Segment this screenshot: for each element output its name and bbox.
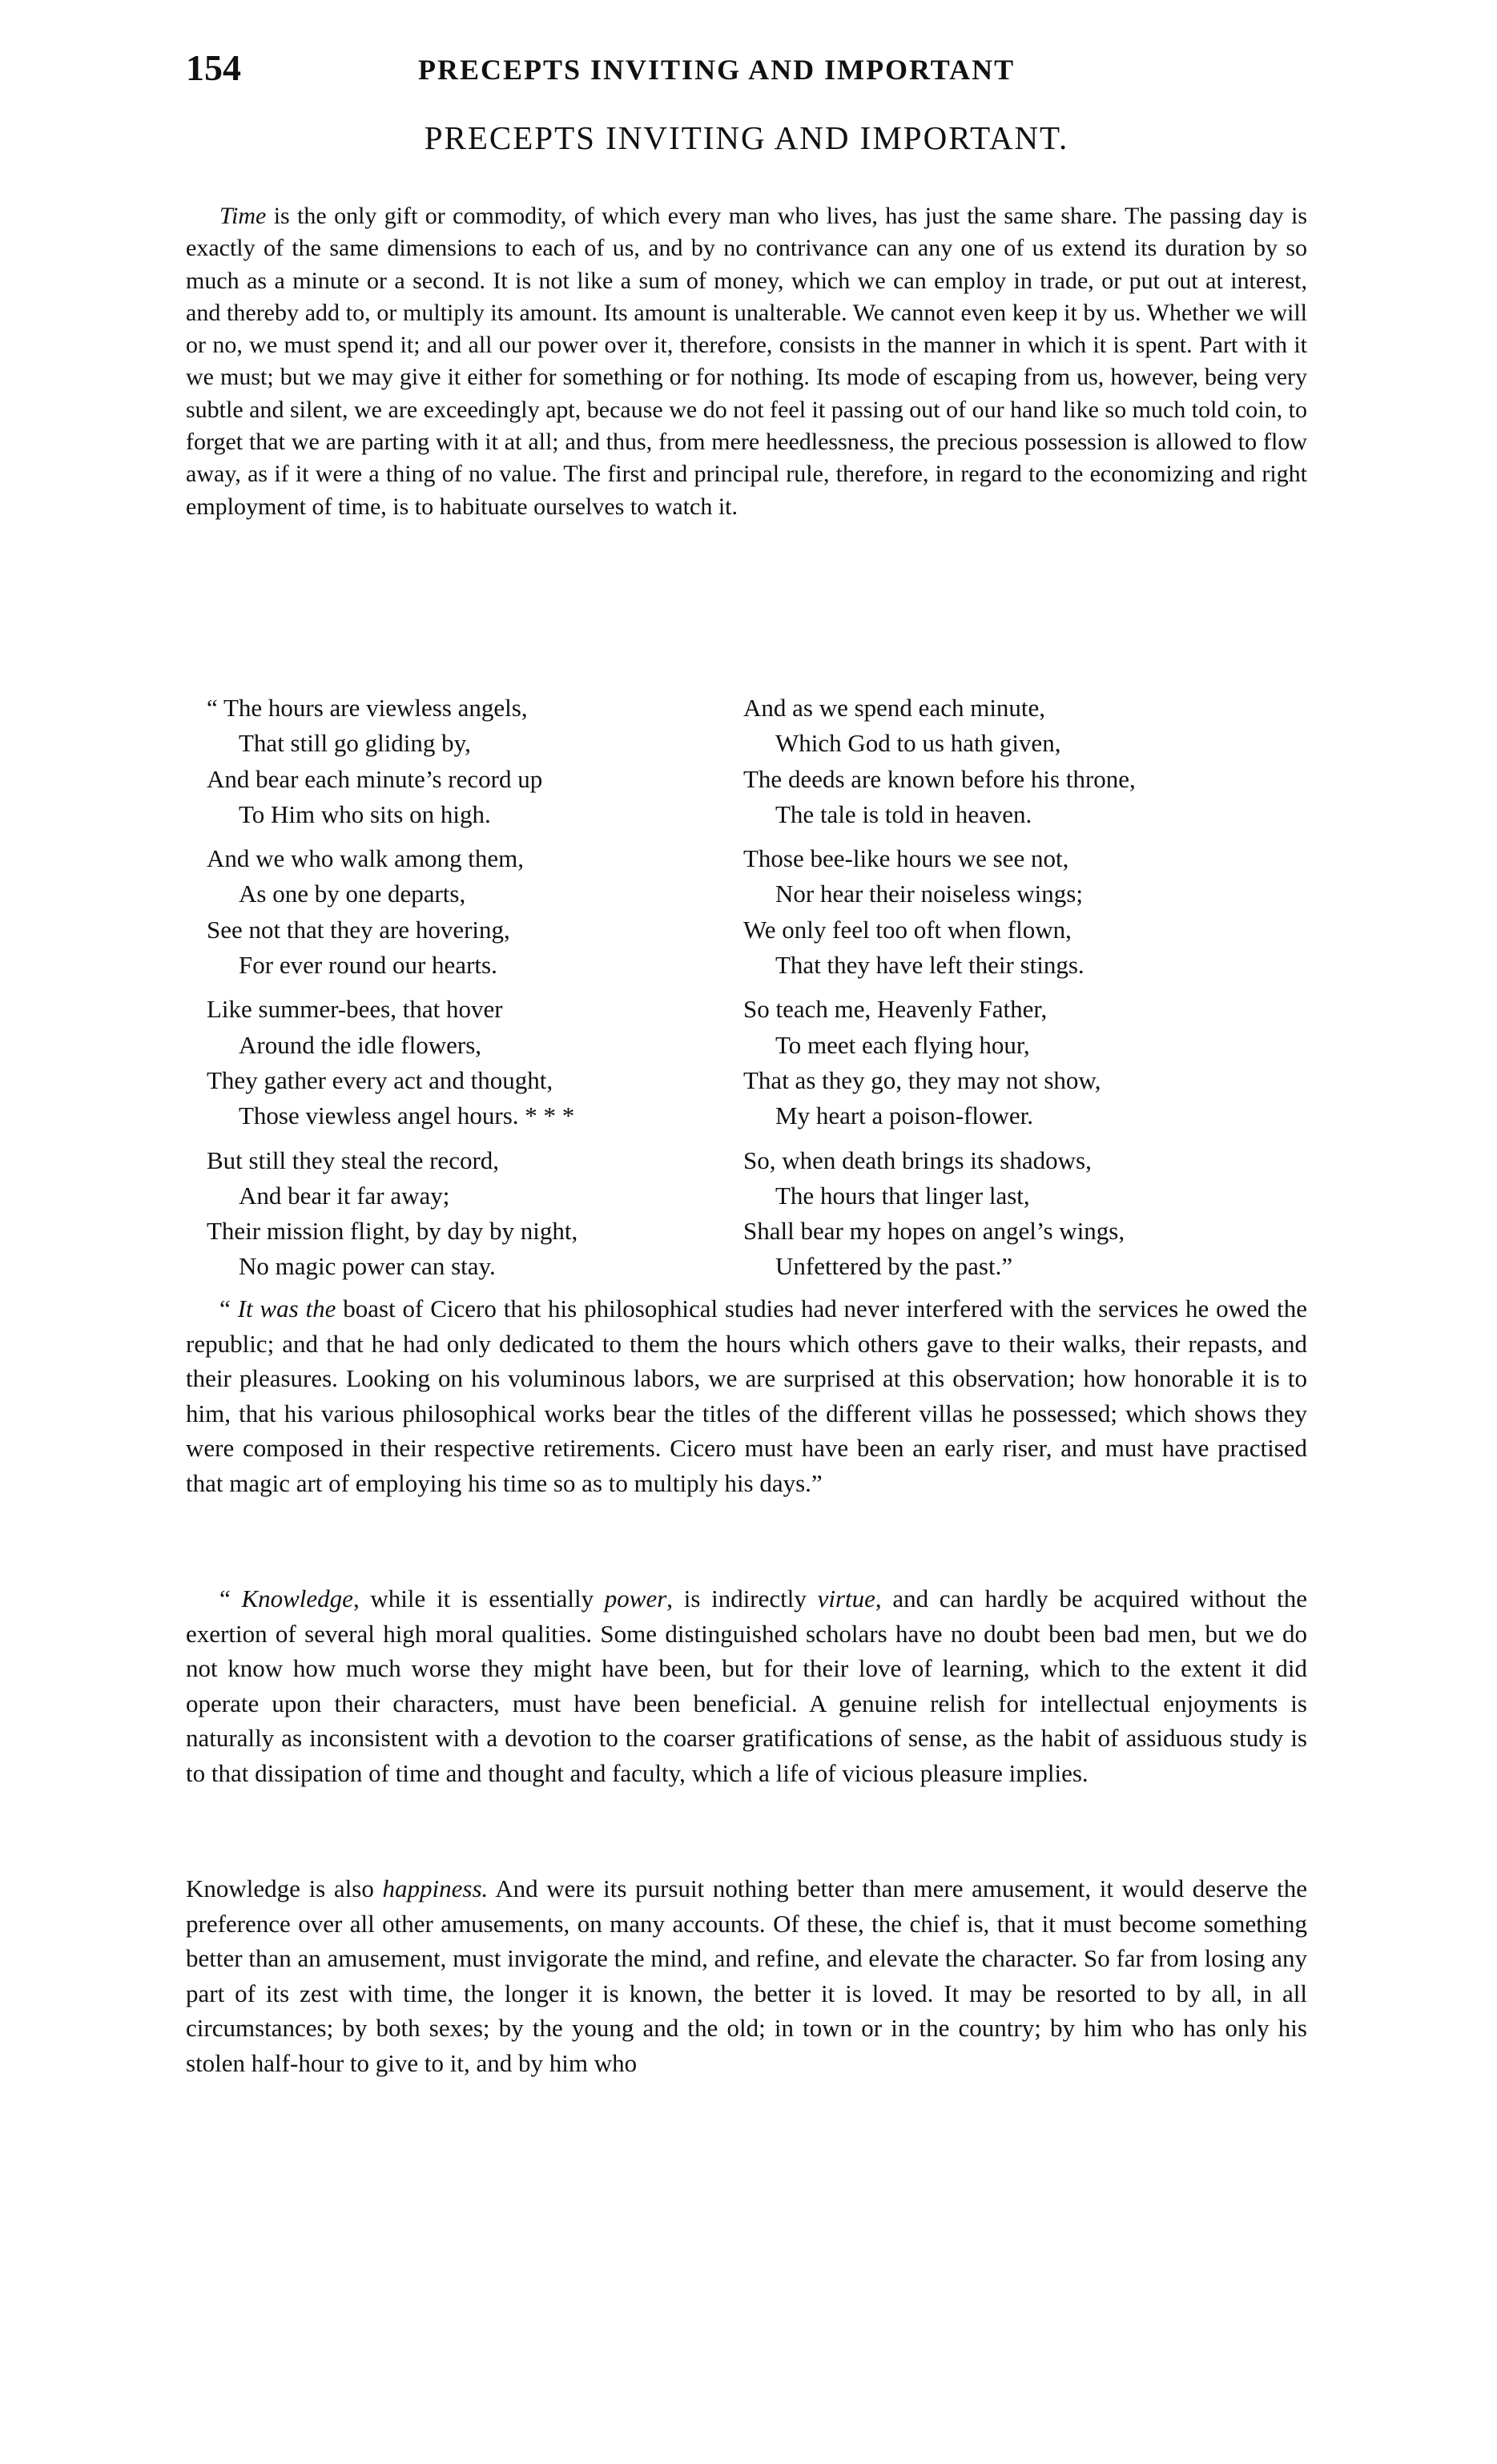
poem-line: But still they steal the record, [207,1145,500,1174]
poem-stanza [207,992,767,1133]
poem-line: Unfettered by the past.” [775,1252,1013,1281]
poem-line: No magic power can stay. [239,1252,496,1281]
poem-stanza [743,992,1304,1133]
poem-line: Like summer-bees, that hover [207,995,503,1024]
paragraph-knowledge [186,1581,1307,1791]
paragraph-time [186,200,1307,523]
poem-line: “ The hours are viewless angels, [207,694,528,722]
paragraph-text: , while it is essentially [352,1584,605,1612]
poem-line: Around the idle flowers, [239,1030,482,1059]
paragraph-body: is the only gift or commodity, of which every man who lives, has just the same share. The passing day is exactly of the same dimensions to each of us, and by no contrivance can any one of us extend its duration by so much as a minute or a second. It is not like a sum of money, which we can employ in trade, or put out at interest, and thereby add to, or multiply its amount. Its amount is unalterable. We cannot even keep it by us. Whether we will or no, we must spend it; and all our power over it, therefore, consists in the manner in which it is spent. Part with it we must; but we may give it either for something or for nothing. Its mode of escaping from us, however, being very subtle and silent, we are exceedingly apt, because we do not feel it passing out of our hand like so much told coin, to forget that we are parting with it at all; and thus, from mere heedlessness, the precious possession is allowed to flow away, as if it were a thing of no value. The first and principal rule, therefore, in regard to the economizing and right employment of time, is to habituate ourselves to watch it. [186,203,1307,520]
poem-line: For ever round our hearts. [239,951,497,980]
poem-line: So, when death brings its shadows, [743,1145,1092,1174]
italic-word: power [604,1584,667,1612]
poem-line: My heart a poison-flower. [775,1101,1033,1130]
poem-line: See not that they are hovering, [207,915,510,944]
poem-stanza [207,1143,767,1285]
poem-stanza [743,841,1304,983]
poem-line: The deeds are known before his throne, [743,764,1136,793]
page-number: 154 [186,47,241,88]
paragraph-body: boast of Cicero that his philosophical studies had never interfered with the services he owed the republic; and that he had only dedicated to them the hours which others gave to their walks, their repasts, and their pleasures. Looking on his voluminous labors, we are surprised at this observation; how honorable it is to him, that his various philosophical works bear the titles of the different villas he possessed; which shows they were composed in their respective retirements. Cicero must have been an early riser, and must have practised that magic art of employing his time so as to multiply his days.” [186,1294,1307,1497]
poem-line: The tale is told in heaven. [775,799,1032,828]
poem-line: To Him who sits on high. [239,799,491,828]
paragraph-text: And were its pursuit nothing better than mere amusement, it would deserve the preference over all other amusements, on many accounts. Of these, the chief is, that it must become something better than an amusement, must invigorate the mind, and refine, and elevate the character. So far from losing any part of its zest with time, the longer it is known, the better it is loved. It may be resorted to by all, in all circumstances; by both sexes; by the young and the old; in town or in the country; by him who has only his stolen half-hour to give to it, and by him who [186,1874,1307,2077]
italic-lead: Time [219,203,267,229]
poem-right-column [743,690,1304,1294]
poem-line: And we who walk among them, [207,844,525,873]
poem-line: We only feel too oft when flown, [743,915,1072,944]
poem-line: As one by one departs, [239,880,466,908]
poem-line: And as we spend each minute, [743,694,1046,722]
italic-word: virtue [817,1584,875,1612]
poem-line: So teach me, Heavenly Father, [743,995,1048,1024]
paragraph-text: Knowledge is also [186,1874,383,1902]
poem-left-column [207,690,767,1294]
poem-line: Shall bear my hopes on angel’s wings, [743,1217,1125,1246]
italic-word: happiness. [382,1874,489,1902]
poem-line: Nor hear their noiseless wings; [775,880,1083,908]
poem-stanza [743,690,1304,832]
open-quote: “ [219,1294,238,1323]
poem-line: That as they go, they may not show, [743,1065,1101,1094]
article-title: PRECEPTS INVITING AND IMPORTANT. [424,119,1069,156]
poem-line: The hours that linger last, [775,1181,1030,1210]
running-header [186,46,1307,91]
poem-stanza [743,1143,1304,1285]
open-quote: “ [219,1584,242,1612]
poem-line: And bear each minute’s record up [207,764,543,793]
poem-line: That still go gliding by, [239,729,471,758]
paragraph-cicero [186,1291,1307,1501]
poem-line: And bear it far away; [239,1181,450,1210]
poem-stanza [207,841,767,983]
poem-line: Their mission flight, by day by night, [207,1217,578,1246]
poem-line: They gather every act and thought, [207,1065,553,1094]
poem-line: Which God to us hath given, [775,729,1061,758]
italic-lead: Knowledge [241,1584,353,1612]
poem-line: Those viewless angel hours. * * * [239,1101,575,1130]
paragraph-text: , is indirectly [666,1584,818,1612]
poem-line: To meet each flying hour, [775,1030,1030,1059]
poem-line: That they have left their stings. [775,951,1085,980]
paragraph-happiness [186,1871,1307,2081]
running-title: PRECEPTS INVITING AND IMPORTANT [418,54,1016,86]
italic-lead: It was the [237,1294,336,1323]
poem-line: Those bee-like hours we see not, [743,844,1069,873]
poem-stanza [207,690,767,832]
paragraph-text: , and can hardly be acquired without the exertion of several high moral qualities. Some distinguished scholars have no doubt been bad men, but we do not know how much worse they might have been, but for their love of learning, which to the extent it did operate upon their characters, must have been beneficial. A genuine relish for intellectual enjoyments is naturally as inconsistent with a devotion to the coarser gratifications of sense, as the habit of assiduous study is to that dissipation of time and thought and faculty, which a life of vicious pleasure implies. [186,1584,1307,1787]
